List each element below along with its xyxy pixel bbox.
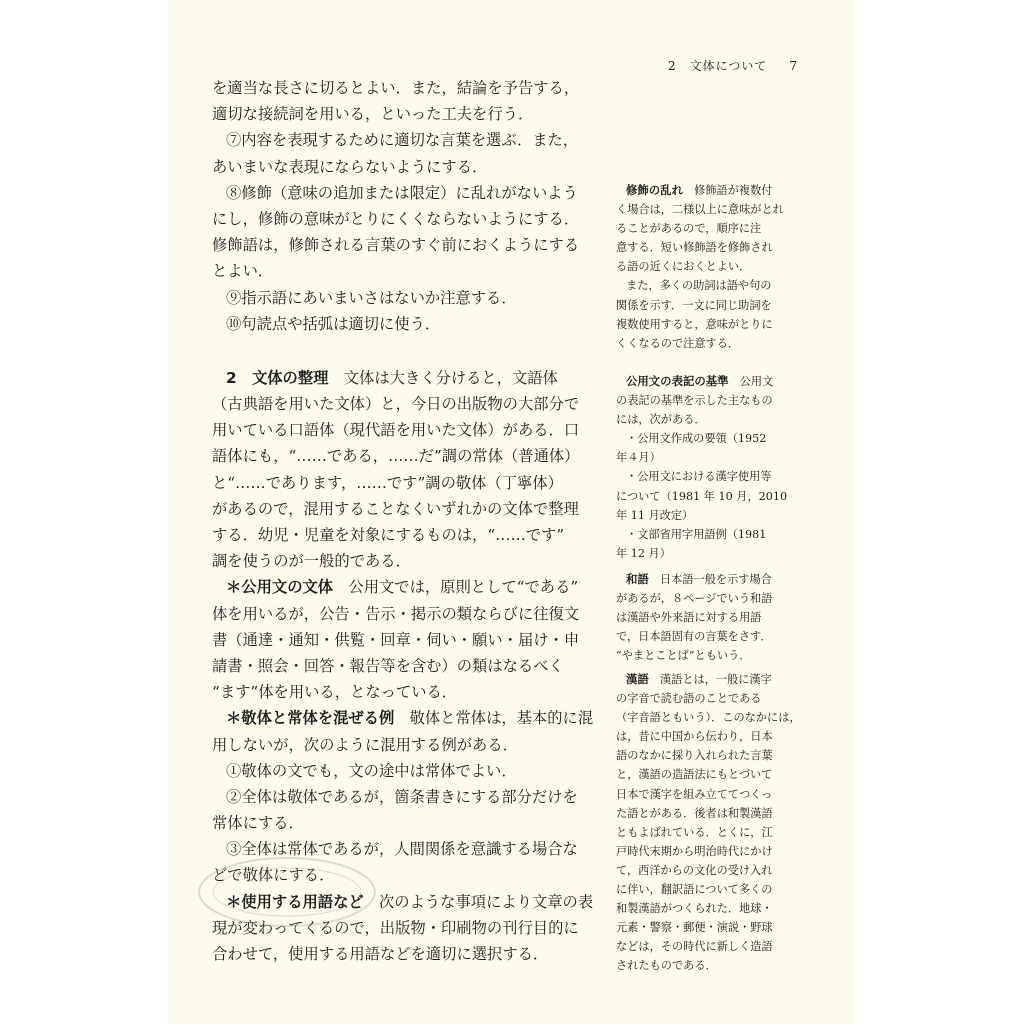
text-line: ⑩句読点や括弧は適切に使う．	[226, 314, 441, 333]
sidenote-wago	[616, 570, 792, 665]
sidenote-line: 年 11 月改定）	[616, 508, 694, 522]
section-heading: 2 文体の整理	[226, 368, 329, 387]
subsection-heading: ＊公用文の文体	[226, 578, 334, 597]
text-line: 修飾語は，修飾される言葉のすぐ前におくようにする	[212, 236, 580, 255]
text-line: 合わせて，使用する用語などを適切に選択する．	[212, 945, 549, 963]
text-line: （古典語を用いた文体）と，今日の出版物の大部分で	[212, 395, 580, 414]
subsection-heading: ＊敬体と常体を混ぜる例	[226, 709, 395, 728]
sidenote-line: て，西洋からの文化の受け入れ	[616, 863, 773, 877]
sidenote-line: 意する．短い修飾語を修飾され	[616, 241, 773, 255]
sidenote-line: に伴い，翻訳語について多くの	[616, 883, 773, 897]
text-line: と“……であります，……です”調の敬体（丁寧体）	[212, 473, 563, 492]
text-line: “ます”体を用いる，となっている．	[212, 683, 458, 702]
sidenote-line: の表記の基準を示した主なもの	[616, 394, 773, 408]
text-span: 日本語一般を示す場合	[648, 573, 772, 586]
sidenote-line: には，次がある．	[616, 413, 706, 427]
sidenote-line: ともよばれている．とくに，江	[616, 825, 773, 839]
text-span: 公用文では，原則として“である”	[333, 578, 579, 597]
text-line: ⑦内容を表現するために適切な言葉を選ぶ．また，	[226, 131, 579, 150]
text-line: にし，修飾の意味がとりにくくならないようにする．	[212, 209, 580, 228]
sidenote-line: があるが，８ページでいう和語	[616, 592, 773, 606]
text-span: 修飾語が複数付	[682, 184, 773, 197]
sidenote-line: について（1981 年 10 月，2010	[616, 489, 788, 503]
sidenote-line: 元素・警察・郵便・演説・野球	[616, 921, 773, 935]
text-line: 体を用いるが，公告・告示・掲示の類ならびに往復文	[212, 604, 580, 623]
text-line: ①敬体の文でも，文の途中は常体でよい．	[226, 761, 517, 780]
text-line: ②全体は敬体であるが，箇条書きにする部分だけを	[226, 787, 578, 806]
section-writing-style	[212, 365, 590, 575]
text-line: 現が変わってくるので，出版物・印刷物の刊行目的に	[212, 918, 579, 937]
text-line: 用いている口語体（現代語を用いた文体）がある．口	[212, 421, 580, 440]
section-title: 2 文体について	[668, 59, 768, 73]
sidenote-heading: 漢語	[626, 672, 649, 686]
text-line: 請書・照会・回答・報告等を含む）の類はなるべく	[212, 656, 564, 675]
sidenote-modifier	[616, 181, 792, 353]
sidenote-line: た語とがある．後者は和製漢語	[616, 806, 773, 820]
text-line: ③全体は常体であるが，人間関係を意識する場合な	[226, 840, 578, 859]
sidenote-kango	[616, 670, 801, 976]
sidenote-line: は漢語や外来語に対する用語	[616, 611, 762, 625]
sidenote-line: などは，その時代に新しく造語	[616, 940, 773, 954]
text-span: 公用文	[728, 375, 774, 388]
sidenote-line: “やまとことば”ともいう．	[616, 649, 751, 663]
sidenote-heading: 修飾の乱れ	[626, 183, 683, 197]
running-head	[668, 57, 798, 74]
text-line: ⑧修飾（意味の追加または限定）に乱れがないよう	[226, 183, 578, 202]
subsection-heading: ＊使用する用語など	[226, 892, 364, 911]
sidenote-line: ・文部省用字用語例（1981	[626, 527, 767, 541]
sidenote-heading: 和語	[626, 572, 649, 586]
text-line: とよい．	[212, 262, 274, 281]
text-line: 書（通達・通知・供覧・回章・伺い・願い・届け・申	[212, 630, 580, 649]
sidenote-line: 関係を示す．一文に同じ助詞を	[616, 298, 772, 312]
main-text-column	[212, 75, 594, 967]
sidenote-line: 語のなかに採り入れられた言葉	[616, 749, 773, 763]
sidenote-line: 日本で漢字を組み立ててつくっ	[616, 787, 773, 801]
text-line: を適当な長さに切るとよい．また，結論を予告する，	[212, 79, 580, 97]
text-span: 文体は大きく分けると，文語体	[328, 368, 558, 387]
text-line	[212, 705, 594, 731]
text-line: があるので，混用することなくいずれかの文体で整理	[212, 499, 579, 518]
text-span: 敬体と常体は，基本的に混	[394, 709, 594, 728]
text-span: 漢語とは，一般に漢字	[648, 673, 772, 686]
subsection-terms	[212, 889, 594, 968]
sidenote-line: の字音で読む語のことである	[616, 692, 762, 706]
sidenote-line	[616, 372, 792, 391]
text-line	[212, 889, 594, 915]
text-span: 次のような事項により文章の表	[363, 892, 594, 911]
main-paragraph-group	[212, 75, 590, 337]
text-line: ⑨指示語にあいまいさはないか注意する．	[226, 288, 517, 307]
text-line: する．幼児・児童を対象にするものは，“……です”	[212, 526, 565, 544]
text-line: 語体にも，“……である，……だ”調の常体（普通体）	[212, 447, 580, 466]
sidenote-line: （字音語ともいう）．このなかには，	[616, 711, 801, 725]
sidenote-line: 複数使用すると，意味がとりに	[616, 317, 773, 331]
sidenote-line	[616, 670, 792, 689]
sidenote-line: 戸時代末期から明治時代にかけ	[616, 844, 773, 858]
sidenote-line: ることがあるので，順序に注	[616, 222, 762, 236]
sidenote-line: されたものである．	[616, 959, 717, 973]
sidenote-line: 年４月）	[616, 451, 661, 465]
sidenote-line: 和製漢語がつくられた．地球・	[616, 902, 773, 916]
section-gap	[212, 337, 590, 365]
sidenote-line: ・公用文作成の要領（1952	[626, 432, 767, 446]
sidenote-line: また，多くの助詞は語や句の	[626, 279, 772, 293]
text-line: 適切な接続詞を用いる，といった工夫を行う．	[212, 105, 534, 124]
sidenote-line: で，日本語固有の言葉をさす．	[616, 630, 772, 644]
text-line: あいまいな表現にならないようにする．	[212, 157, 488, 176]
sidenote-line	[616, 181, 792, 200]
text-line: 常体にする．	[212, 814, 304, 833]
text-line	[212, 365, 590, 391]
sidenote-line: と，漢語の造語法にもとづいて	[616, 768, 773, 782]
sidenote-heading: 公用文の表記の基準	[626, 374, 729, 388]
sidenote-line: 年 12 月）	[616, 546, 671, 560]
text-line: 用しないが，次のように混用する例がある．	[212, 735, 518, 754]
sidenote-line: くくなるので注意する．	[616, 336, 740, 350]
sidenote-line	[616, 570, 792, 589]
sidenote-line: ・公用文における漢字使用等	[626, 470, 772, 484]
text-line: どで敬体にする．	[212, 866, 335, 885]
sidenote-line: は，昔に中国から伝わり，日本	[616, 730, 773, 744]
page-number: 7	[789, 59, 799, 73]
sidenote-line: く場合は，二様以上に意味がとれ	[616, 203, 784, 217]
sidenote-official-notation	[616, 372, 792, 563]
text-line: 調を使うのが一般的である．	[212, 552, 411, 571]
subsection-mixing	[212, 705, 594, 888]
text-line	[212, 574, 590, 600]
sidenote-line: る語の近くにおくとよい．	[616, 260, 751, 274]
subsection-public-style	[212, 574, 590, 705]
